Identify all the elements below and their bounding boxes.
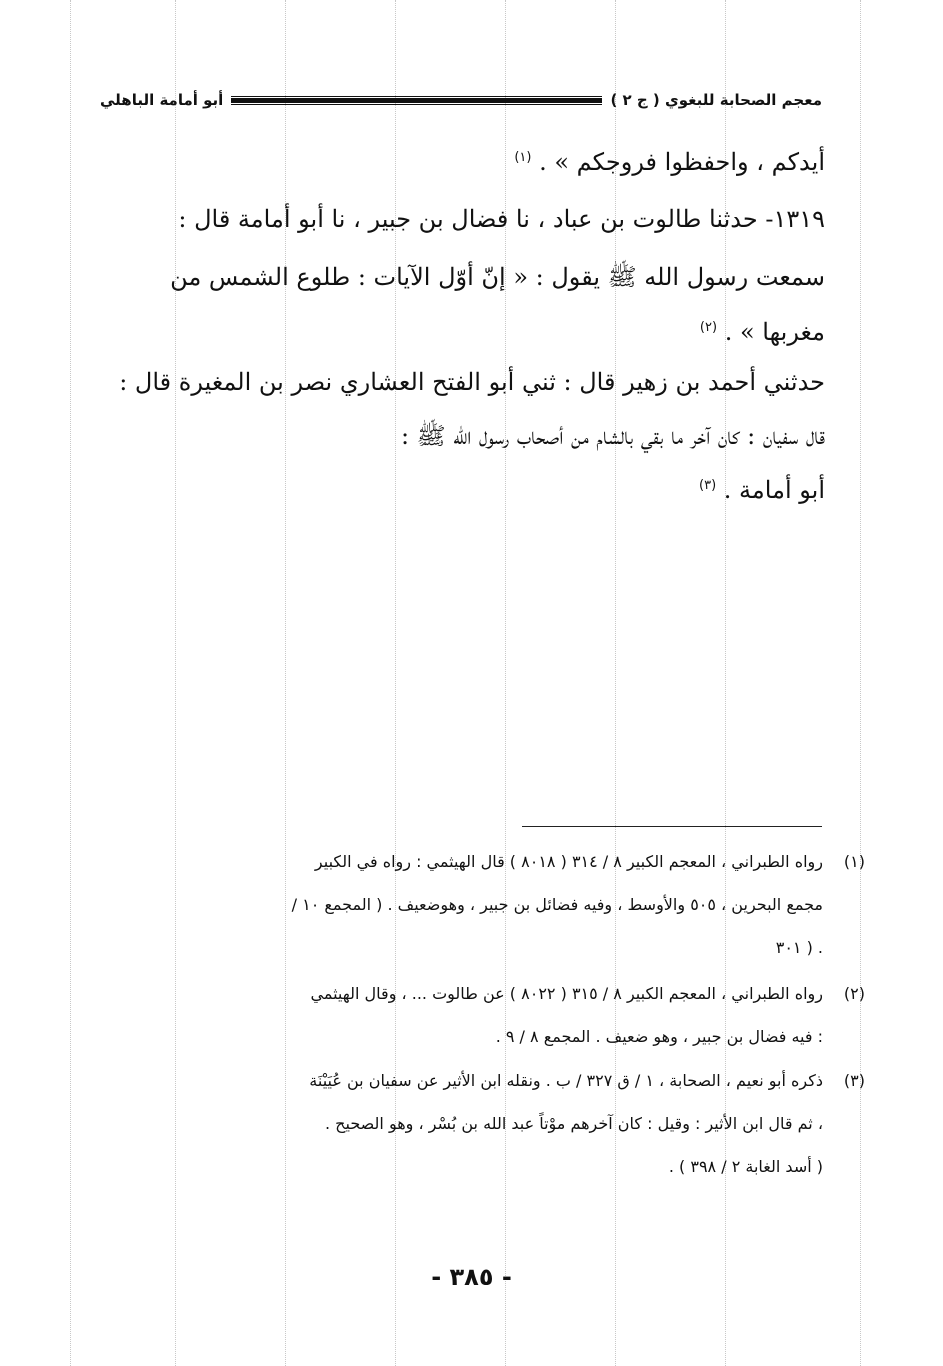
footnote-number: (١): [843, 852, 865, 871]
footnote-line: ( أسد الغابة ٢ / ٣٩٨ ) .: [668, 1157, 823, 1176]
header-rule: [231, 96, 602, 105]
header-book-title: معجم الصحابة للبغوي ( ج ٢ ): [610, 91, 822, 109]
text-line: أبو أمامة . $^{(٣)}$: [699, 476, 825, 504]
footnote-2: (٢) رواه الطبراني ، المعجم الكبير ٨ / ٣١٥ ( ٨٠٢٢ ) عن طالوت ... ، وقال الهيثمي: [310, 984, 865, 1003]
footnote-ref: (٢): [699, 320, 718, 335]
text-line: حدثني أحمد بن زهير قال : ثني أبو الفتح العشاري نصر بن المغيرة قال :: [119, 368, 825, 396]
running-header: [100, 88, 822, 112]
page-number: - ٣٨٥ -: [431, 1263, 512, 1291]
footnote-line: : فيه فضال بن جبير ، وهو ضعيف . المجمع ٨ / ٩ .: [495, 1027, 823, 1046]
footnote-separator: [522, 826, 822, 827]
footnote-ref: (١): [514, 150, 532, 165]
footnote-3: (٣) ذكره أبو نعيم ، الصحابة ، ١ / ق ٣٢٧ / ب . ونقله ابن الأثير عن سفيان بن عُيَيْنَة: [309, 1071, 865, 1090]
footnote-line: . ( ٣٠١: [775, 938, 823, 957]
footnote-number: (٢): [843, 984, 865, 1003]
footnote-line: مجمع البحرين ، ٥٠٥ والأوسط ، وفيه فضائل بن جبير ، وهوضعيف . ( المجمع ١٠ /: [291, 895, 823, 914]
text-line: مغربها » . $^{(٢)}$: [699, 318, 825, 346]
header-chapter-title: أبو أمامة الباهلي: [100, 91, 224, 109]
hadith-1319: ١٣١٩- حدثنا طالوت بن عباد ، نا فضال بن جبير ، نا أبو أمامة قال :: [178, 205, 825, 233]
text-line: أيدكم ، واحفظوا فروجكم » . $^{(١)}$: [514, 148, 825, 176]
footnote-number: (٣): [843, 1071, 865, 1090]
footnote-line: ، ثم قال ابن الأثير : وقيل : كان آخرهم موْتاً عبد الله بن بُسْر ، وهو الصحيح .: [325, 1114, 823, 1133]
guide-line: [70, 0, 71, 1366]
text-line: قال سفيان : كان آخر ما بقي بالشام من أصحاب رسول الله ﷺ :: [400, 422, 825, 450]
text-line: سمعت رسول الله ﷺ يقول : « إنّ أوّل الآيات : طلوع الشمس من: [170, 263, 825, 291]
footnote-1: (١) رواه الطبراني ، المعجم الكبير ٨ / ٣١٤ ( ٨٠١٨ ) قال الهيثمي : رواه في الكبير: [314, 852, 865, 871]
guide-line: [860, 0, 861, 1366]
footnote-ref: (٣): [699, 478, 717, 493]
